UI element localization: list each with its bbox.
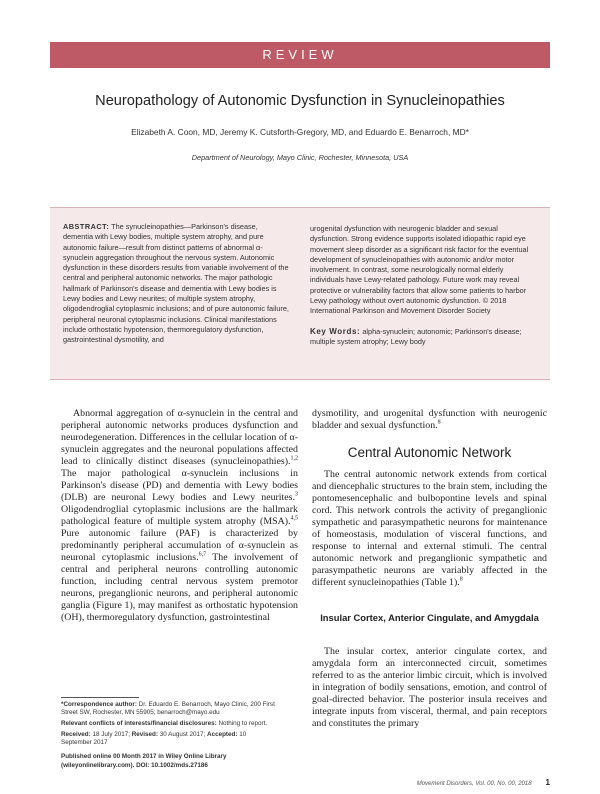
author-list: Elizabeth A. Coon, MD, Jeremy K. Cutsforth-Gregory, MD, and Eduardo E. Benarroch, MD* xyxy=(131,127,469,137)
page-number: 1 xyxy=(545,778,550,787)
citation-ref: 6,7 xyxy=(198,551,207,558)
citation-ref: 4,5 xyxy=(290,515,298,522)
subsection-heading: Insular Cortex, Anterior Cingulate, and Amygdala xyxy=(320,612,539,623)
abstract-box xyxy=(50,207,550,380)
body-text: Pure autonomic failure (PAF) is characterized by predominantly peripheral accumulation of α-synuclein as neuronal cytoplasmic inclusions. xyxy=(61,528,298,563)
body-right-continuation xyxy=(312,408,547,432)
page-footer xyxy=(300,778,550,787)
body-text: The major pathological α-synuclein inclusions in Parkinson's disease (PD) and dementia with Lewy bodies (DLB) are neuronal Lewy bodies and Lewy neurites. xyxy=(61,468,298,503)
body-text: dysmotility, and urogenital dysfunction with neurogenic bladder and sexual dysfunction. xyxy=(312,408,547,431)
section-heading: Central Autonomic Network xyxy=(347,445,512,460)
correspondence-note: *Correspondence author: Dr. Eduardo E. Benarroch, Mayo Clinic, 200 First Street SW, Rochester, MN 55905; benarroch@mayo.edu xyxy=(61,701,275,717)
dates-note: Received: 18 July 2017; Revised: 30 August 2017; Accepted: 10 September 2017 xyxy=(61,730,247,747)
keywords-label: Key Words: xyxy=(310,326,361,336)
footnotes xyxy=(61,701,276,773)
section-label: REVIEW xyxy=(262,47,338,62)
citation-ref: 1,2 xyxy=(290,455,298,462)
keywords-text: alpha-synuclein; autonomic; Parkinson's disease; multiple system atrophy; Lewy body xyxy=(310,326,522,346)
body-text: The insular cortex, anterior cingulate cortex, and amygdala form an interconnected circuit, sometimes referred to as the anterior limbic circuit, which is involved in integration of bodily sensations, emotion, and control of goal-directed behavior. The posterior insula receives and integrate inputs from visceral, thermal, and pain receptors and constitutes the primary xyxy=(312,646,547,729)
conflicts-note: Relevant conflicts of interests/financial disclosures: Nothing to report. xyxy=(61,720,268,728)
body-text: The central autonomic network extends from cortical and diencephalic structures to the brain stem, including the pontomesencephalic and bulbopontine levels and spinal cord. This network controls the activity of preganglionic sympathetic and parasympathetic neurons for maintenance of homeostasis, modulation of visceral functions, and response to internal and external stimuli. The central autonomic network and preganglionic sympathetic and parasympathetic neurons are variably affected in the different synucleinopathies (Table 1). xyxy=(312,469,547,588)
section-label-banner xyxy=(50,42,550,68)
article-title: Neuropathology of Autonomic Dysfunction in Synucleinopathies xyxy=(95,93,505,109)
citation-ref: 8 xyxy=(437,419,441,426)
body-text: The involvement of central and peripheral neurons controlling autonomic function, including central nervous system premotor neurons, preganglionic neurons, and peripheral autonomic ganglia (Figure 1), may manifest as orthostatic hypotension (OH), thermoregulatory dysfunction, gastrointestinal xyxy=(61,552,298,623)
journal-citation: Movement Disorders, Vol. 00, No. 00, 2018 xyxy=(416,781,532,787)
abstract-right-column xyxy=(310,224,537,347)
footnote-divider xyxy=(61,697,139,698)
body-left-column xyxy=(61,408,298,624)
body-text: Oligodendroglial cytoplasmic inclusions are the hallmark pathological feature of multiple system atrophy (MSA). xyxy=(61,504,298,527)
affiliation: Department of Neurology, Mayo Clinic, Rochester, Minnesota, USA xyxy=(191,153,409,162)
abstract-text-right: urogenital dysfunction with neurogenic bladder and sexual dysfunction. Strong evidence supports isolated idiopathic rapid eye movement sleep disorder as a significant risk factor for the eventual development of synucleinopathies with autonomic and/or motor involvement. In contrast, some neurologically normal elderly individuals have Lewy-related pathology. Future work may reveal protective or vulnerability factors that allow some patients to harbor Lewy pathology without overt autonomic dysfunction. © 2018 International Parkinson and Movement Disorder Society xyxy=(310,224,529,316)
citation-ref: 3 xyxy=(295,491,298,498)
abstract-label: ABSTRACT: xyxy=(63,222,110,231)
subsection-paragraph xyxy=(312,646,547,730)
abstract-text-left: The synucleinopathies—Parkinson's disease, dementia with Lewy bodies, multiple system atrophy, and pure autonomic failure—result from distinct patterns of abnormal α-synuclein aggregation throughout the nervous system. Autonomic dysfunction in these disorders results from variable involvement of the central and peripheral autonomic networks. The major pathologic hallmark of Parkinson's disease and dementia with Lewy bodies is Lewy bodies and Lewy neurites; of multiple system atrophy, oligodendroglial cytoplasmic inclusions; and of pure autonomic failure, peripheral neuronal cytoplasmic inclusions. Clinical manifestations include orthostatic hypotension, thermoregulatory dysfunction, gastrointestinal dysmotility, and xyxy=(63,222,289,345)
section-paragraph xyxy=(312,469,547,589)
citation-ref: 8 xyxy=(459,576,463,583)
body-text: Abnormal aggregation of α-synuclein in the central and peripheral autonomic networks produces dysfunction and neurodegeneration. Differences in the cellular location of α-synuclein aggregates and the neuronal populations affected lead to clinically distinct diseases (synucleinopathies). xyxy=(61,408,298,467)
keywords xyxy=(310,327,537,348)
publication-note: Published online 00 Month 2017 in Wiley Online Library (wileyonlinelibrary.com). DOI: 10.1002/mds.27186 xyxy=(61,753,227,769)
abstract-left-column xyxy=(63,222,289,346)
